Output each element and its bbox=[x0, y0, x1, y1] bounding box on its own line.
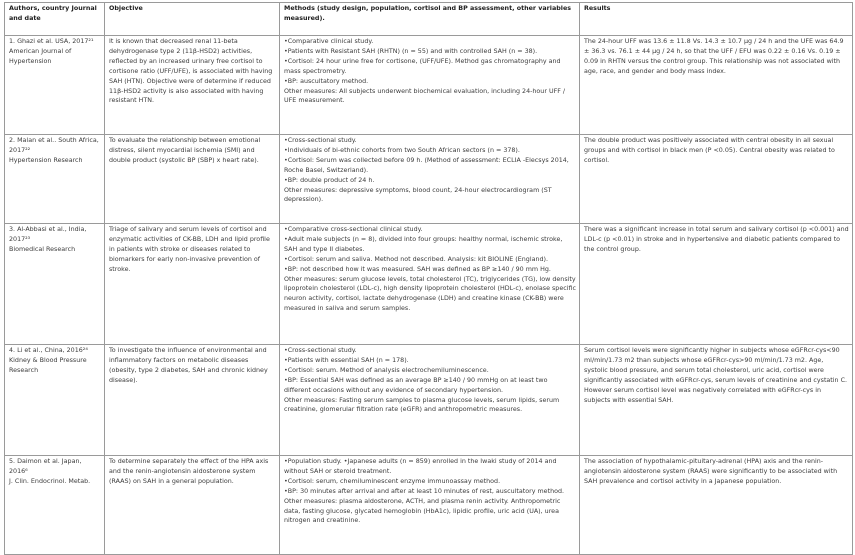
methods-cell bbox=[280, 36, 580, 135]
methods-line: •Population study. •Japanese adults (n = 859) enrolled in the Iwaki study of 2014 and without SAH or steroid treatment. bbox=[284, 458, 557, 475]
author-country-date: 5. Daimon et al. Japan, 2016⁶ bbox=[9, 458, 82, 475]
author-country-date: 1. Ghazi et al. USA, 2017²¹ bbox=[9, 38, 94, 45]
author-cell bbox=[5, 135, 105, 224]
results-cell: Serum cortisol levels were significantly higher in subjects whose eGFRcr-cys<90 ml/min/1.73 m2 than subjects whose eGFRcr-cys>90 ml/min/1.73 m2. Age, systolic blood pressure, and serum total cholesterol, uric acid, cortisol were significantly associated with eGFRcr-cys, serum levels of creatinine and cystatin C. However serum cortisol level was negatively correlated with eGFRcr-cys in subjects with essential SAH. bbox=[580, 345, 853, 456]
objective-cell: Triage of salivary and serum levels of cortisol and enzymatic activities of CK-BB, LDH and lipid profile in patients with stroke or diseases related to biomarkers for early non-invasive prevention of stroke. bbox=[105, 224, 280, 345]
header-results: Results bbox=[580, 3, 853, 36]
methods-line: •Comparative cross-sectional clinical study. bbox=[284, 226, 423, 233]
table-row bbox=[5, 135, 853, 224]
methods-line: •BP: 30 minutes after arrival and after at least 10 minutes of rest, auscultatory method. bbox=[284, 487, 565, 495]
header-methods: Methods (study design, population, cortisol and BP assessment, other variables measured). bbox=[280, 3, 580, 36]
methods-line: •Cortisol: serum. Method of analysis electrochemiluminescence. bbox=[284, 366, 489, 374]
author-cell bbox=[5, 345, 105, 456]
methods-line: •Cortisol: Serum was collected before 09 h. (Method of assessment: ECLIA -Elecsys 2014, Roche Basel, Switzerland). bbox=[284, 156, 569, 174]
author-cell bbox=[5, 36, 105, 135]
author-cell bbox=[5, 456, 105, 555]
author-country-date: 2. Malan et al.. South Africa, 2017²² bbox=[9, 137, 99, 154]
table-row bbox=[5, 456, 853, 555]
author-country-date: 3. Al-Abbasi et al., India, 2017²³ bbox=[9, 226, 87, 243]
methods-line: Other measures: All subjects underwent biochemical evaluation, including 24-hour UFF / UFE measurement. bbox=[284, 87, 566, 105]
author-cell bbox=[5, 224, 105, 345]
journal-name: Biomedical Research bbox=[9, 245, 76, 253]
methods-line: •Cortisol: 24 hour urine free for cortisone, (UFF/UFE). Method gas chromatography and mass spectrometry. bbox=[284, 57, 561, 75]
methods-line: •BP: double product of 24 h. bbox=[284, 176, 375, 184]
methods-cell bbox=[280, 345, 580, 456]
methods-line: •BP: Essential SAH was defined as an average BP ≥140 / 90 mmHg on at least two different occasions without any evidence of secondary hypertension. bbox=[284, 376, 548, 394]
methods-line: •Adult male subjects (n = 8), divided into four groups: healthy normal, ischemic stroke, SAH and type II diabetes. bbox=[284, 235, 563, 253]
journal-name: Kidney & Blood Pressure Research bbox=[9, 356, 87, 374]
author-country-date: 4. Li et al., China, 2016²⁴ bbox=[9, 347, 88, 354]
studies-table bbox=[4, 2, 853, 555]
methods-cell bbox=[280, 224, 580, 345]
results-cell: There was a significant increase in total serum and salivary cortisol (p <0.001) and LDL-c (p <0.01) in stroke and in hypertensive and diabetic patients compared to the control group. bbox=[580, 224, 853, 345]
objective-cell: To evaluate the relationship between emotional distress, silent myocardial ischemia (SMI) and double product (systolic BP (SBP) x heart rate). bbox=[105, 135, 280, 224]
methods-line: •Cortisol: serum and saliva. Method not described. Analysis: kit BIOLINE (England). bbox=[284, 255, 549, 263]
table-row bbox=[5, 224, 853, 345]
results-cell: The double product was positively associated with central obesity in all sexual groups and with cortisol in black men (P <0.05). Central obesity was related to cortisol. bbox=[580, 135, 853, 224]
journal-name: Hypertension Research bbox=[9, 156, 83, 164]
objective-cell: To investigate the influence of environmental and inflammatory factors on metabolic diseases (obesity, type 2 diabetes, SAH and chronic kidney disease). bbox=[105, 345, 280, 456]
methods-line: Other measures: plasma aldosterone, ACTH, and plasma renin activity. Anthropometric data, fasting glucose, glycated hemoglobin (HbA1c), lipidic profile, uric acid (UA), urea nitrogen and creatinine. bbox=[284, 497, 561, 525]
journal-name: American Journal of Hypertension bbox=[9, 47, 72, 65]
methods-line: •Comparative clinical study. bbox=[284, 38, 374, 45]
header-row bbox=[5, 3, 853, 36]
journal-name: J. Clin. Endocrinol. Metab. bbox=[9, 477, 91, 485]
objective-cell: It is known that decreased renal 11-beta dehydrogenase type 2 (11β-HSD2) activities, reflected by an increased urinary free cortisol to cortisone ratio (UFF/UFE), is associated with having SAH (HTN). Objective were of determine if reduced 11β-HSD2 activity is also associated with having resistant HTN. bbox=[105, 36, 280, 135]
methods-line: •Cortisol: serum, chemiluminescent enzyme immunoassay method. bbox=[284, 477, 501, 485]
table-row bbox=[5, 36, 853, 135]
table-row bbox=[5, 345, 853, 456]
methods-cell bbox=[280, 456, 580, 555]
methods-line: •Cross-sectional study. bbox=[284, 137, 357, 144]
methods-line: •Cross-sectional study. bbox=[284, 347, 357, 354]
methods-cell bbox=[280, 135, 580, 224]
methods-line: •BP: not described how it was measured. SAH was defined as BP ≥140 / 90 mm Hg. bbox=[284, 265, 551, 273]
methods-line: •BP: auscultatory method. bbox=[284, 77, 369, 85]
objective-cell: To determine separately the effect of the HPA axis and the renin-angiotensin aldosterone system (RAAS) on SAH in a general population. bbox=[105, 456, 280, 555]
header-objective: Objective bbox=[105, 3, 280, 36]
results-cell: The 24-hour UFF was 13.6 ± 11.8 Vs. 14.3 ± 10.7 μg / 24 h and the UFE was 64.9 ± 36.3 vs. 76.1 ± 44 μg / 24 h, so that the UFF / EFU was 0.22 ± 0.16 Vs. 0.19 ± 0.09 in RHTN versus the control group. This relationship was not associated with age, race, and gender and body mass index. bbox=[580, 36, 853, 135]
methods-line: •Individuals of bi-ethnic cohorts from two South African sectors (n = 378). bbox=[284, 146, 520, 154]
methods-line: •Patients with Resistant SAH (RHTN) (n = 55) and with controlled SAH (n = 38). bbox=[284, 47, 538, 55]
methods-line: Other measures: depressive symptoms, blood count, 24-hour electrocardiogram (ST depression). bbox=[284, 186, 552, 204]
methods-line: •Patients with essential SAH (n = 178). bbox=[284, 356, 409, 364]
header-authors: Authors, country Journal and date bbox=[5, 3, 105, 36]
results-cell: The association of hypothalamic-pituitary-adrenal (HPA) axis and the renin-angiotensin aldosterone system (RAAS) were significantly to be associated with SAH prevalence and cortisol activity in a Japanese population. bbox=[580, 456, 853, 555]
methods-line: Other measures: Fasting serum samples to plasma glucose levels, serum lipids, serum creatinine, glomerular filtration rate (eGFR) and anthropometric measures. bbox=[284, 396, 560, 414]
methods-line: Other measures: serum glucose levels, total cholesterol (TC), triglycerides (TG), low density lipoprotein cholesterol (LDL-c), high density lipoprotein cholesterol (HDL-c), enolase specific neuron activity, cortisol, lactate dehydrogenase (LDH) and creatine kinase (CK-BB) were measured in saliva and serum samples. bbox=[284, 275, 576, 313]
